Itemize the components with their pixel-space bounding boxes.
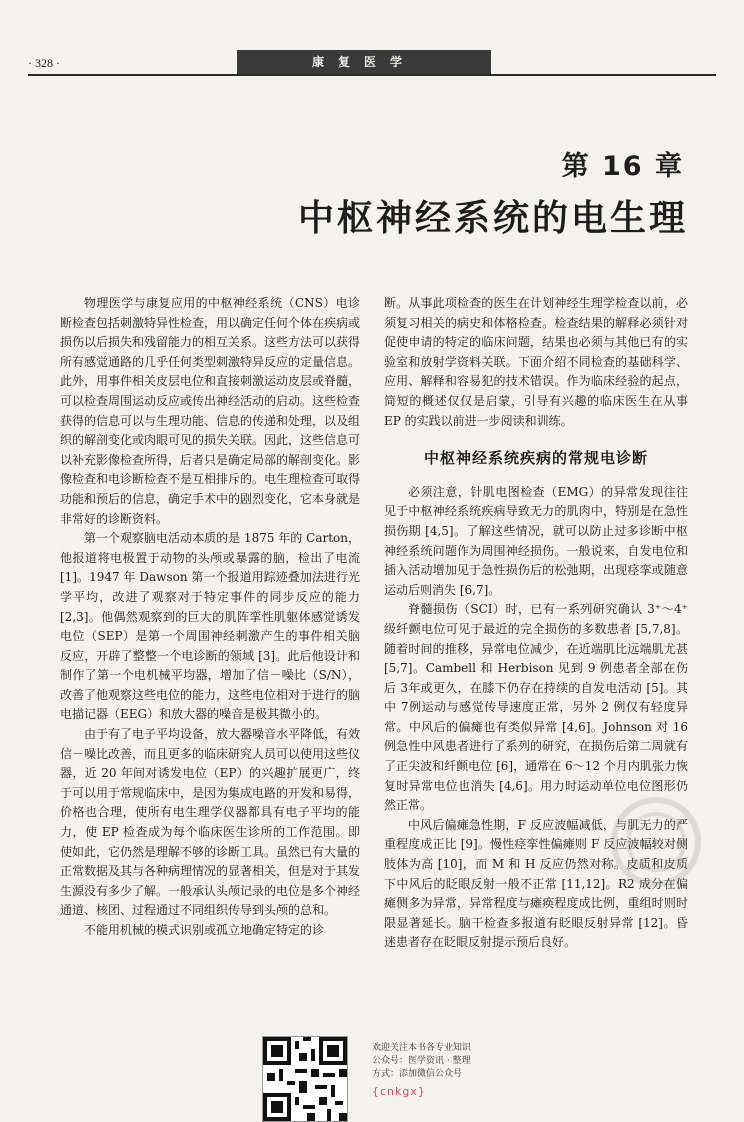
chapter-number: 第 16 章 — [561, 151, 684, 182]
left-column — [60, 294, 360, 941]
section-heading: 中枢神经系统疾病的常规电诊断 — [423, 449, 648, 468]
promo-line: 欢迎关注本书各专业知识 — [372, 1043, 472, 1053]
paragraph: 第一个观察脑电活动本质的是 1875 年的 Carton，他报道将电极置于动物的头颅或暴露的脑，检出了电流 [1]。1947 年 Dawson 第一个报道用踪迹叠加法进行光学平均，改进了观察对于特定事件的同步反应的能力 [2,3]。他偶然观察到的巨大的肌阵挛性肌躯体感觉诱发电位（SEP）是第一个周围神经刺激产生的事件相关脑反应，开辟了整整一个电诊断的领域 [3]。此后他设计和制作了第一个电机械平均器，增加了信－噪比（S/N），改善了他观察这些电位的能力，这些电位相对于进行的脑电描记器（EEG）和放大器的噪音是极其微小的。 — [60, 531, 361, 722]
running-header-title: 康复医学 — [237, 50, 491, 74]
watermark-graphic — [566, 792, 726, 892]
qr-code[interactable] — [262, 1036, 348, 1122]
chapter-title: 中枢神经系统的电生理 — [297, 198, 688, 239]
promo-line: 方式：添加微信公众号 — [372, 1069, 463, 1079]
paragraph-continuation: 断。从事此项检查的医生在计划神经生理学检查以前，必须复习相关的病史和体格检查。检查结果的解释必须针对促使申请的特定的临床问题，结果也必须与其他已有的实验室和放射学资料关联。下面介绍不同检查的基础科学、应用、解释和容易犯的技术错误。作为临床经验的起点，简短的概述仅仅是启蒙，引导有兴趣的临床医生在从事 EP 的实践以前进一步阅读和训练。 — [384, 296, 688, 428]
footer-promo — [372, 1042, 471, 1098]
header-rule — [28, 74, 716, 76]
paragraph: 由于有了电子平均设备，放大器噪音水平降低，有效信－噪比改善，而且更多的临床研究人员可以使用这些仪器，近 20 年间对诱发电位（EP）的兴趣扩展更广，终于可以用于常规临床中，是因为集成电路的开发和易得，价格也合理，使所有电生理学仪器都具有电子平均的能力，使 EP 检查成为每个临床医生诊所的工作范围。即使如此，它仍然是理解不够的诊断工具。虽然已有大量的正常数据及其与各种病理情况的显著相关，但是对于其发生源没有多少了解。一般承认头颅记录的电位是多个神经通道、核团、过程通过不同组织传导到头颅的总和。 — [60, 727, 361, 918]
promo-brand: {cnkgx} — [372, 1085, 426, 1098]
paragraph: 物理医学与康复应用的中枢神经系统（CNS）电诊断检查包括刺激特异性检查，用以确定任何个体在疾病或损伤以后损失和残留能力的相互关系。这些方法可以获得所有感觉通路的几乎任何类型刺激特异反应的定量信息。此外，用事件相关皮层电位和直接刺激运动皮层或脊髓，可以检查周围运动反应或传出神经活动的启动。这些检查获得的信息可以与生理功能、信息的传递和处理，以及组织的解剖变化或肉眼可见的损失关联。因此，这些信息可以补充影像检查所得，后者只是确定局部的解剖变化。影像检查和电诊断检查不是互相排斥的。电生理检查可取得功能和预后的信息，确定手术中的剧烈变化，它本身就是非常好的诊断资料。 — [60, 296, 361, 526]
paragraph: 脊髓损伤（SCI）时，已有一系列研究确认 3⁺～4⁺级纤颤电位可见于最近的完全损伤的多数患者 [5,7,8]。随着时间的推移，异常电位减少，在近端肌比远端肌尤甚 [5,7]。Cambell 和 Herbison 见到 9 例患者全部在伤后 3年或更久，在膝下仍存在持续的自发电活动 [5]。其中 7例运动与感觉传导速度正常，另外 2 例仅有轻度异常。中风后的偏瘫也有类似异常 [4,6]。Johnson 对 16 例急性中风患者进行了系列的研究，在损伤后第二周就有了正尖波和纤颤电位 [6]，通常在 6～12 个月内肌张力恢复时异常电位也消失 [4,6]。用力时运动单位电位图形仍然正常。 — [384, 602, 688, 813]
page-number: · 328 · — [28, 56, 60, 70]
paragraph: 必须注意，针肌电图检查（EMG）的异常发现往往见于中枢神经系统疾病导致无力的肌肉中，特别是在急性损伤期 [4,5]。了解这些情况，就可以防止过多诊断中枢神经系统问题作为周围神经损伤。一般说来，自发电位和插入活动增加见于急性损伤后的松弛期，出现痉挛或随意运动后则消失 [6,7]。 — [384, 484, 688, 597]
paragraph: 中风后偏瘫急性期，F 反应波幅减低，与肌无力的严重程度成正比 [9]。慢性痉挛性偏瘫则 F 反应波幅较对侧肢体为高 [10]，而 M 和 H 反应仍然对称。皮质和皮质下中风后的眨眼反射一般不正常 [11,12]。R2 成分在偏瘫侧多为异常，异常程度与瘫痪程度成比例，重组时则时限显著延长。脑干检查多报道有眨眼反射异常 [12]。昏迷患者存在眨眼反射提示预后良好。 — [384, 817, 688, 950]
paragraph: 不能用机械的模式识别或孤立地确定特定的诊 — [84, 923, 325, 937]
promo-line: 公众号：医学资讯 · 整理 — [372, 1056, 471, 1066]
